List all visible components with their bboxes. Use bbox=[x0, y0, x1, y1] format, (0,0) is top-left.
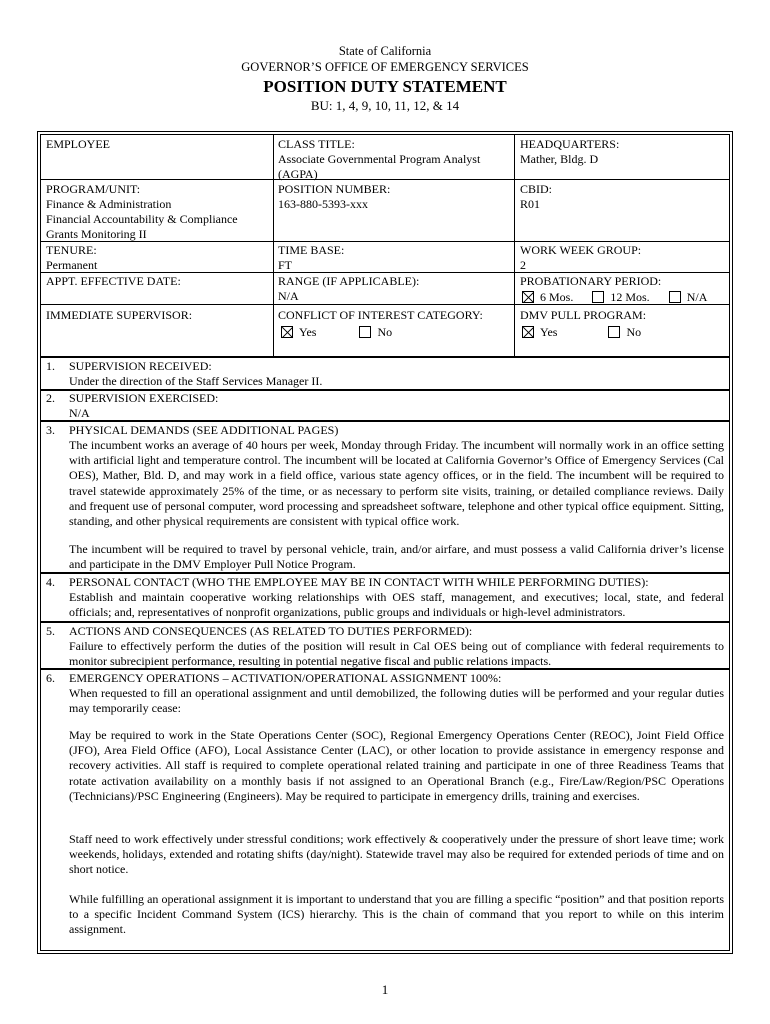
section-body: May be required to work in the State Operations Center (SOC), Regional Emergency Operations Center (REOC), Joint Field Office (JFO), Area Field Office (AFO), Local Assistance Center (LAC), or other location to provide assistance in emergency response and recovery activities. All staff is required to complete operational related training and participate in one of three Readiness Teams that rotate activation availability on a monthly basis if not assigned to an Operational Branch (e.g., Fire/Law/Region/PSC Operations (Technicians)/PSC Engineering (Engineers). May be required to participate in emergency drills, training and exercises. bbox=[69, 728, 724, 803]
section-title: PHYSICAL DEMANDS (SEE ADDITIONAL PAGES) bbox=[69, 423, 339, 437]
section-number: 2. bbox=[46, 391, 55, 405]
section-body: Under the direction of the Staff Services Manager II. bbox=[69, 374, 323, 388]
dmv-options bbox=[522, 325, 722, 340]
headquarters-value: Mather, Bldg. D bbox=[520, 152, 599, 166]
checkbox-checked-icon[interactable] bbox=[522, 291, 534, 303]
prob-12mos: 12 Mos. bbox=[610, 290, 650, 304]
checkbox-checked-icon[interactable] bbox=[281, 326, 293, 338]
checkbox-icon[interactable] bbox=[359, 326, 371, 338]
range-value: N/A bbox=[278, 289, 299, 303]
checkbox-icon[interactable] bbox=[592, 291, 604, 303]
section-body: When requested to fill an operational assignment and until demobilized, the following duties will be performed and your regular duties may temporarily cease: bbox=[69, 686, 724, 716]
conflict-no: No bbox=[377, 325, 393, 339]
probation-label: PROBATIONARY PERIOD: bbox=[520, 274, 662, 288]
section-number: 1. bbox=[46, 359, 55, 373]
section-title: SUPERVISION RECEIVED: bbox=[69, 359, 212, 373]
program-label: PROGRAM/UNIT: bbox=[46, 182, 141, 196]
dmv-yes: Yes bbox=[540, 325, 558, 339]
headquarters-label: HEADQUARTERS: bbox=[520, 137, 620, 151]
prob-6mos: 6 Mos. bbox=[540, 290, 574, 304]
checkbox-icon[interactable] bbox=[608, 326, 620, 338]
section-3 bbox=[40, 421, 730, 573]
range-label: RANGE (IF APPLICABLE): bbox=[278, 274, 420, 288]
header-office: GOVERNOR’S OFFICE OF EMERGENCY SERVICES bbox=[241, 60, 529, 74]
position-number-label: POSITION NUMBER: bbox=[278, 182, 391, 196]
section-body: Staff need to work effectively under stressful conditions; work effectively & cooperatively under the pressure of short leave time; work weekends, holidays, extended and rotating shifts (day/night). Statewide travel may also be required for extended periods of time and on short notice. bbox=[69, 832, 724, 877]
section-5 bbox=[40, 622, 730, 669]
appt-date-label: APPT. EFFECTIVE DATE: bbox=[46, 274, 181, 288]
dmv-no: No bbox=[626, 325, 642, 339]
supervisor-label: IMMEDIATE SUPERVISOR: bbox=[46, 308, 193, 322]
section-body: While fulfilling an operational assignment it is important to understand that you are filling a specific “position” and that position reports to a specific Incident Command System (ICS) hierarchy. This is the chain of command that you report to while on this interim assignment. bbox=[69, 892, 724, 937]
page-title: POSITION DUTY STATEMENT bbox=[263, 77, 507, 96]
section-number: 4. bbox=[46, 575, 55, 589]
section-body: Establish and maintain cooperative working relationships with OES staff, management, and executives; local, state, and federal officials; and, representatives of nonprofit organizations, public groups and individuals or high-level administrators. bbox=[69, 590, 724, 620]
program-value: Financial Accountability & Compliance bbox=[46, 212, 238, 226]
work-week-label: WORK WEEK GROUP: bbox=[520, 243, 642, 257]
checkbox-icon[interactable] bbox=[669, 291, 681, 303]
prob-na: N/A bbox=[686, 290, 708, 304]
conflict-options bbox=[281, 325, 501, 340]
section-title: EMERGENCY OPERATIONS – ACTIVATION/OPERATIONAL ASSIGNMENT 100%: bbox=[69, 671, 502, 685]
probation-options bbox=[522, 290, 727, 305]
tenure-label: TENURE: bbox=[46, 243, 97, 257]
section-body: N/A bbox=[69, 406, 90, 420]
section-6 bbox=[40, 669, 730, 951]
class-title-label: CLASS TITLE: bbox=[278, 137, 355, 151]
page-number: 1 bbox=[381, 982, 389, 997]
cbid-label: CBID: bbox=[520, 182, 553, 196]
section-body: The incumbent works an average of 40 hours per week, Monday through Friday. The incumbent will normally work in an office setting with artificial light and temperature control. The incumbent will be located at California Governor’s Office of Emergency Services (Cal OES), Mather, Bld. D, and may work in a field office, various state agency offices, or in the field. The incumbent will be required to travel statewide approximately 25% of the time, or as necessary to perform site visits, training, or detailed compliance reviews. Daily and frequent use of personal computer, word processing and spreadsheet software, telephone and other typical office equipment. Sitting, standing, and other physical requirements are consistent with typical office work. bbox=[69, 438, 724, 529]
employee-label: EMPLOYEE bbox=[46, 137, 110, 151]
tenure-value: Permanent bbox=[46, 258, 98, 272]
section-number: 6. bbox=[46, 671, 55, 685]
section-1 bbox=[40, 357, 730, 390]
section-number: 5. bbox=[46, 624, 55, 638]
position-number-value: 163-880-5393-xxx bbox=[278, 197, 368, 211]
section-number: 3. bbox=[46, 423, 55, 437]
bargaining-units: BU: 1, 4, 9, 10, 11, 12, & 14 bbox=[310, 98, 460, 113]
conflict-label: CONFLICT OF INTEREST CATEGORY: bbox=[278, 308, 483, 322]
grid-row-line bbox=[40, 272, 730, 273]
time-base-value: FT bbox=[278, 258, 293, 272]
dmv-label: DMV PULL PROGRAM: bbox=[520, 308, 647, 322]
section-title: ACTIONS AND CONSEQUENCES (AS RELATED TO DUTIES PERFORMED): bbox=[69, 624, 473, 638]
conflict-yes: Yes bbox=[299, 325, 317, 339]
cbid-value: R01 bbox=[520, 197, 541, 211]
section-title: SUPERVISION EXERCISED: bbox=[69, 391, 219, 405]
section-body: Failure to effectively perform the duties of the position will result in Cal OES being out of compliance with federal requirements to monitor subrecipient performance, resulting in potential negative fiscal and public relations impacts. bbox=[69, 639, 724, 669]
section-4 bbox=[40, 573, 730, 622]
grid-divider bbox=[514, 134, 515, 357]
section-title: PERSONAL CONTACT (WHO THE EMPLOYEE MAY BE IN CONTACT WITH WHILE PERFORMING DUTIES): bbox=[69, 575, 649, 589]
section-body: The incumbent will be required to travel by personal vehicle, train, and/or airfare, and must possess a valid California driver’s license and participate in the DMV Employer Pull Notice Program. bbox=[69, 542, 724, 572]
program-value: Finance & Administration bbox=[46, 197, 172, 211]
section-2 bbox=[40, 390, 730, 421]
checkbox-checked-icon[interactable] bbox=[522, 326, 534, 338]
grid-divider bbox=[273, 134, 274, 357]
program-value: Grants Monitoring II bbox=[46, 227, 147, 241]
work-week-value: 2 bbox=[520, 258, 526, 272]
header-state: State of California bbox=[338, 44, 432, 58]
time-base-label: TIME BASE: bbox=[278, 243, 345, 257]
class-title-value: Associate Governmental Program Analyst (AGPA) bbox=[278, 152, 481, 181]
